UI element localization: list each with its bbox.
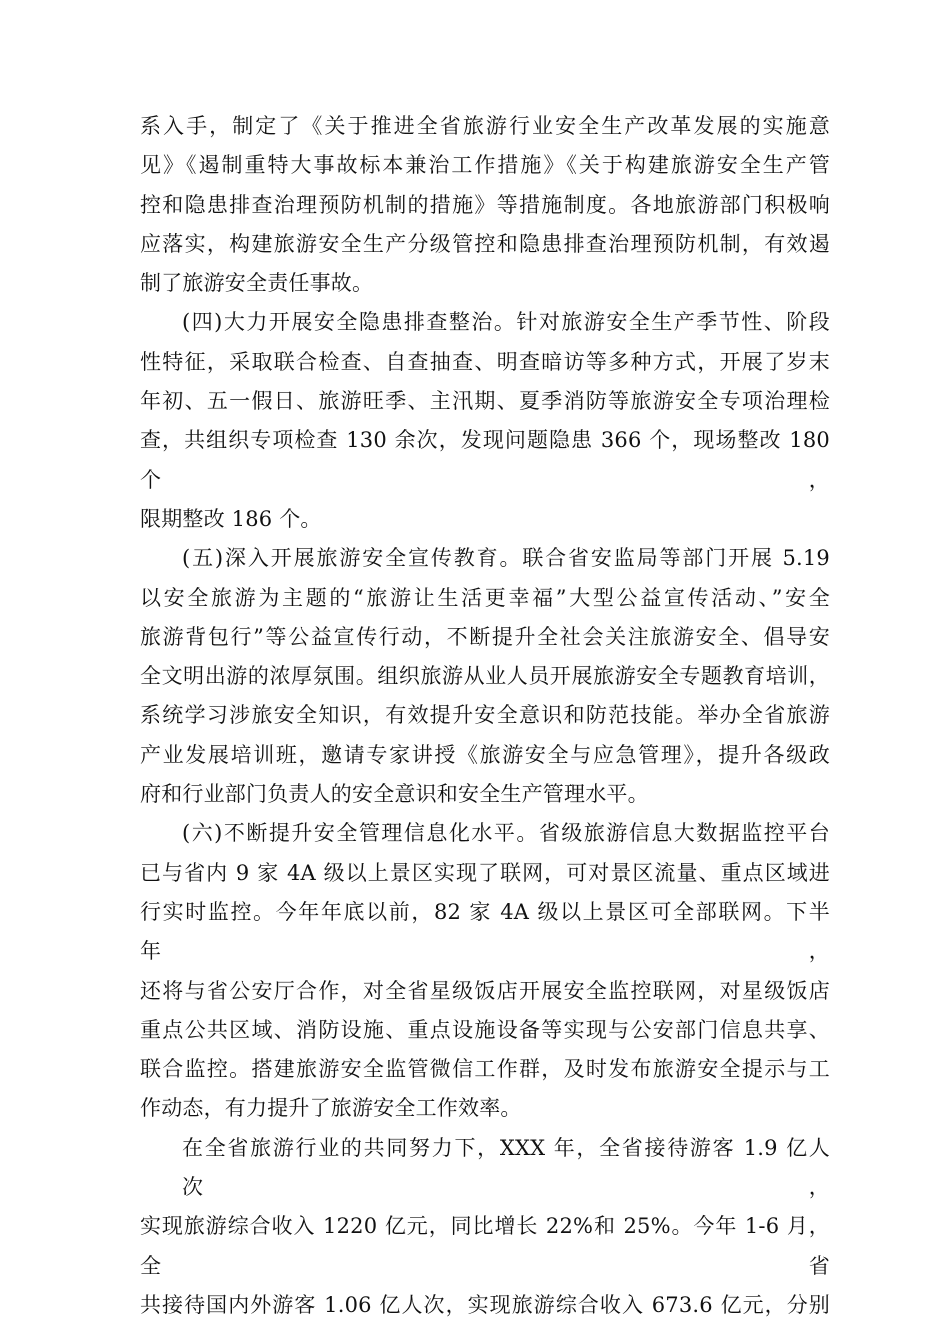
text-line: 查，共组织专项检查 130 余次，发现问题隐患 366 个，现场整改 180 个， [140,428,830,492]
text-line: 系统学习涉旅安全知识，有效提升安全意识和防范技能。举办全省旅游 [140,703,830,728]
text-line: 重点公共区域、消防设施、重点设施设备等实现与公安部门信息共享、 [140,1017,830,1042]
text-line: 产业发展培训班，邀请专家讲授《旅游安全与应急管理》，提升各级政 [140,742,830,767]
paragraph-section-4 [140,303,830,539]
text-line: (六)不断提升安全管理信息化水平。省级旅游信息大数据监控平台 [182,821,830,846]
paragraph-continuation [140,107,830,303]
text-line: 旅游背包行”等公益宣传行动，不断提升全社会关注旅游安全、倡导安 [140,624,830,649]
text-line: (五)深入开展旅游安全宣传教育。联合省安监局等部门开展 5.19 [182,546,830,571]
text-line: 已与省内 9 家 4A 级以上景区实现了联网，可对景区流量、重点区域进 [140,860,830,885]
text-line: 作动态，有力提升了旅游安全工作效率。 [140,1096,522,1121]
text-line: 在全省旅游行业的共同努力下，XXX 年，全省接待游客 1.9 亿人次， [182,1135,830,1200]
text-line: 实现旅游综合收入 1220 亿元，同比增长 22%和 25%。今年 1-6 月，全省 [140,1214,830,1278]
text-line: 府和行业部门负责人的安全意识和安全生产管理水平。 [140,782,649,807]
paragraph-section-6 [140,814,830,1128]
document-body [140,107,830,1325]
text-line: 以安全旅游为主题的“旅游让生活更幸福”大型公益宣传活动、”安全 [140,585,830,610]
text-line: 联合监控。搭建旅游安全监管微信工作群，及时发布旅游安全提示与工 [140,1057,830,1082]
text-line: 制了旅游安全责任事故。 [140,271,374,296]
text-line: 系入手，制定了《关于推进全省旅游行业安全生产改革发展的实施意 [140,114,830,138]
paragraph-section-5 [140,539,830,814]
text-line: 应落实，构建旅游安全生产分级管控和隐患排查治理预防机制，有效遏 [140,231,830,256]
text-line: 控和隐患排查治理预防机制的措施》等措施制度。各地旅游部门积极响 [140,192,830,217]
paragraph-summary [140,1129,830,1325]
text-line: 还将与省公安厅合作，对全省星级饭店开展安全监控联网，对星级饭店 [140,978,830,1003]
text-line: 行实时监控。今年年底以前，82 家 4A 级以上景区可全部联网。下半年， [140,899,830,964]
text-line: 年初、五一假日、旅游旺季、主汛期、夏季消防等旅游安全专项治理检 [140,389,830,414]
text-line: 共接待国内外游客 1.06 亿人次，实现旅游综合收入 673.6 亿元，分别 [140,1292,830,1317]
text-line: 全文明出游的浓厚氛围。组织旅游从业人员开展旅游安全专题教育培训， [140,664,830,689]
text-line: 性特征，采取联合检查、自查抽查、明查暗访等多种方式，开展了岁末 [140,349,830,374]
text-line: (四)大力开展安全隐患排查整治。针对旅游安全生产季节性、阶段 [182,310,830,335]
text-line: 限期整改 186 个。 [140,506,322,531]
text-line: 见》《遏制重特大事故标本兼治工作措施》《关于构建旅游安全生产管 [140,153,830,178]
